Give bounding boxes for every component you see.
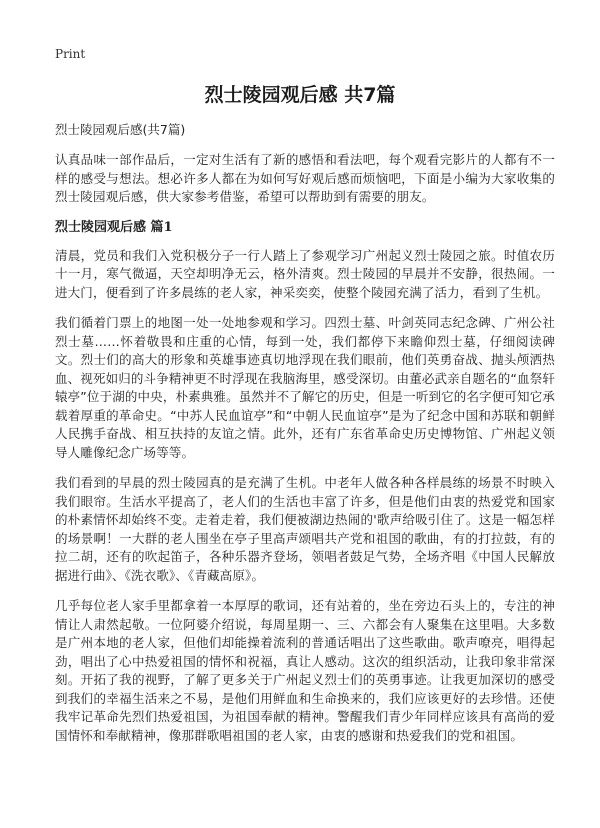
body-paragraph-3: 我们看到的早晨的烈士陵园真的是充满了生机。中老年人做各种各样晨练的场景不时映入我们眼帘。生活水平提高了，老人们的生活也丰富了许多，但是他们由衷的热爱党和国家的朴素情怀却始终不变。走着走着，我们便被湖边热闹的'歌声给吸引住了。这是一幅怎样的场景啊！一大群的老人围坐在亭子里高声颂唱共产党和祖国的歌曲，有的打拉鼓，有的拉二胡，还有的吹起笛子，各种乐器齐登场，领唱者鼓足气势，全场齐唱《中国人民解放据进行曲》、《洗衣歌》、《青藏高原》。 bbox=[55, 475, 555, 583]
body-paragraph-1: 清晨，党员和我们入党积极分子一行人踏上了参观学习广州起义烈士陵园之旅。时值农历十一月，寒气微逼，天空却明净无云，格外清爽。烈士陵园的早晨并不安静，很热闹。一进大门，便看到了许多晨练的老人家，神采奕奕，使整个陵园充满了活力，看到了生机。 bbox=[55, 247, 555, 300]
document-body bbox=[55, 121, 555, 757]
print-link[interactable]: Print bbox=[55, 47, 86, 61]
intro-paragraph: 认真品味一部作品后，一定对生活有了新的感悟和看法吧，每个观看完影片的人都有不一样的感受与想法。想必许多人都在为如何写好观后感而烦恼吧，下面是小编为大家收集的烈士陵园观后感，供大家参考借鉴，希望可以帮助到有需要的朋友。 bbox=[55, 152, 555, 204]
document-title: 烈士陵园观后感 共7篇 bbox=[204, 84, 396, 106]
body-paragraph-2: 我们循着门票上的地图一处一处地参观和学习。四烈士墓、叶剑英同志纪念碑、广州公社烈士墓……怀着敬畏和庄重的心情，每到一处，我们都停下来瞻仰烈士墓，仔细阅读碑文。烈士们的高大的形象和英雄事迹真切地浮现在我们眼前，他们英勇奋战、抛头颅洒热血、视死如归的斗争精神更不时浮现在我脑海里，感受深切。由董必武亲自题名的“血祭轩辕亭”位于湖的中央，朴素典雅。虽然并不了解它的历史，但是一听到它的名字便可知它承载着厚重的革命史。“中苏人民血谊亭”和“中朝人民血谊亭”是为了纪念中国和苏联和朝鲜人民携手奋战、相互扶持的友谊之情。此外，还有广东省革命史历史博物馆、广州起义领导人雕像纪念广场等等。 bbox=[55, 315, 555, 460]
body-paragraph-4: 几乎每位老人家手里都拿着一本厚厚的歌词，还有站着的，坐在旁边石头上的，专注的神情让人肃然起敬。一位阿婆介绍说，每周星期一、三、六都会有人聚集在这里唱。大多数是广州本地的老人家，但他们却能操着流利的普通话唱出了这些歌曲。歌声嘹亮，唱得起劲，唱出了心中热爱祖国的情怀和祝福，真让人感动。这次的组织活动，让我印象非常深刻。开拓了我的视野，了解了更多关于广州起义烈士们的英勇事迹。让我更加深切的感受到我们的幸福生活来之不易，是他们用鲜血和生命换来的，我们应该更好的去珍惜。还使我牢记革命先烈们热爱祖国，为祖国奉献的精神。警醒我们青少年同样应该具有高尚的爱国情怀和奉献精神，像那群歌唱祖国的老人家，由衷的感谢和热爱我们的党和祖国。 bbox=[55, 598, 555, 743]
document-subtitle: 烈士陵园观后感(共7篇) bbox=[55, 122, 186, 137]
section-heading: 烈士陵园观后感 篇1 bbox=[55, 219, 173, 235]
